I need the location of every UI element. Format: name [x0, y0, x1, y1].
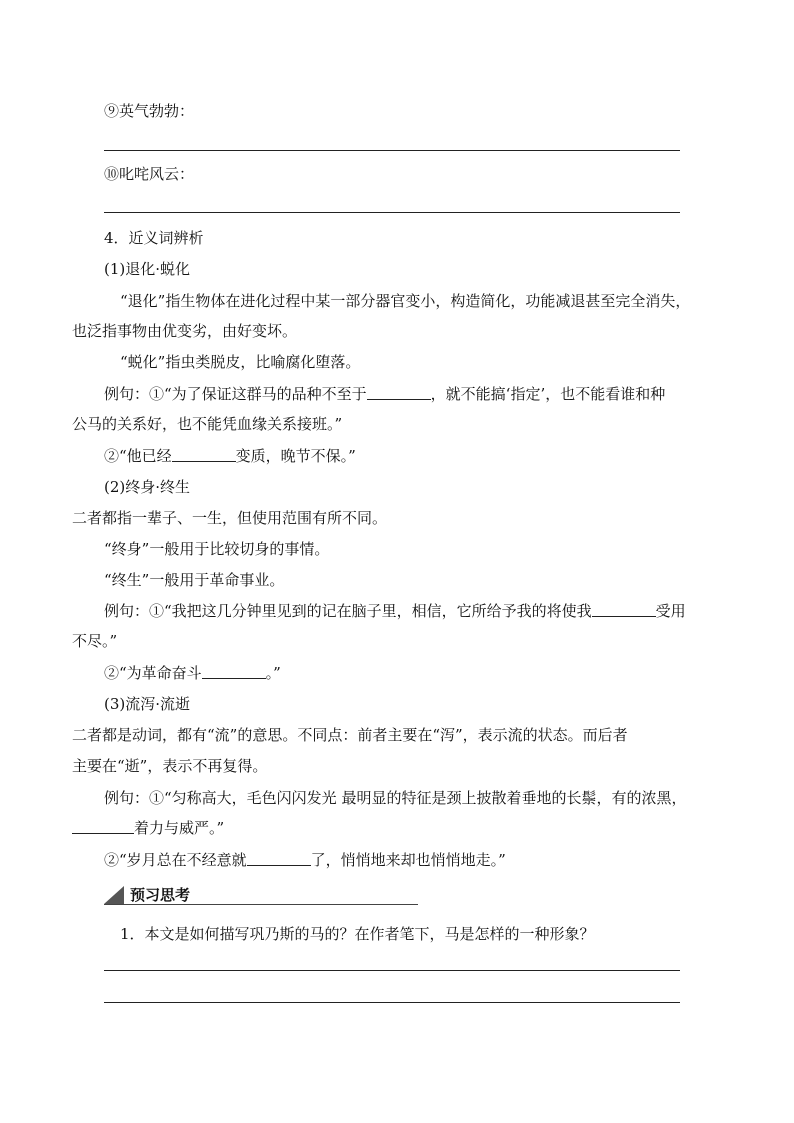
- subsection-2-heading: (2)终身·终生: [104, 478, 191, 496]
- example-2-1-cont: 不尽。”: [72, 632, 118, 650]
- example-text: ②“为革命奋斗: [104, 664, 202, 682]
- answer-line-q1-b[interactable]: [104, 1002, 680, 1003]
- example-1-1-cont: 公马的关系好，也不能凭血缘关系接班。”: [72, 415, 343, 433]
- example-text: 受用: [655, 602, 686, 620]
- example-1-1: [104, 384, 665, 404]
- example-text: 变质，晚节不保。”: [235, 447, 356, 465]
- fill-blank[interactable]: [592, 602, 656, 617]
- example-text: 例句：①“我把这几分钟里见到的记在脑子里，相信，它所给予我的将使我: [104, 602, 592, 620]
- section-4-title: 4．近义词辨析: [104, 229, 204, 247]
- definition-zhongsheng: “终生”一般用于革命事业。: [104, 571, 285, 589]
- common-meaning-3: 二者都是动词，都有“流”的意思。不同点：前者主要在“泻”，表示流的状态。而后者: [72, 726, 628, 744]
- corner-triangle-icon: [104, 886, 124, 904]
- example-text: 。”: [265, 664, 281, 682]
- subsection-1-heading: (1)退化·蜕化: [104, 260, 191, 278]
- example-3-1-cont: [72, 818, 224, 838]
- header-underline: [104, 904, 418, 905]
- example-2-1: [104, 601, 686, 621]
- item-10-label: ⑩叱咤风云：: [104, 165, 195, 183]
- example-text: 着力与威严。”: [134, 819, 225, 837]
- definition-tuihua-cont: 也泛指事物由优变劣，由好变坏。: [72, 322, 298, 340]
- fill-blank[interactable]: [172, 447, 236, 462]
- fill-blank[interactable]: [72, 819, 134, 834]
- definition-zhongshen: “终身”一般用于比较切身的事情。: [104, 540, 330, 558]
- fill-blank[interactable]: [367, 385, 431, 400]
- example-text: ，就不能搞‘指定’，也不能看谁和种: [430, 385, 666, 403]
- preview-header-label: 预习思考: [130, 886, 191, 904]
- example-text: ②“岁月总在不经意就: [104, 851, 247, 869]
- answer-line-9[interactable]: [104, 150, 680, 151]
- answer-line-10[interactable]: [104, 212, 680, 213]
- answer-line-q1-a[interactable]: [104, 970, 680, 971]
- question-1: 1．本文是如何描写巩乃斯的马的？在作者笔下，马是怎样的一种形象？: [120, 925, 595, 943]
- item-9-label: ⑨英气勃勃：: [104, 102, 195, 120]
- preview-section-header: [104, 884, 418, 910]
- example-3-1: 例句：①“匀称高大，毛色闪闪发光 最明显的特征是颈上披散着垂地的长鬃，有的浓黑，: [104, 789, 687, 807]
- example-text: ②“他已经: [104, 447, 172, 465]
- fill-blank[interactable]: [247, 851, 311, 866]
- definition-tuihua: “退化”指生物体在进化过程中某一部分器官变小，构造简化，功能减退甚至完全消失，: [120, 292, 691, 310]
- fill-blank[interactable]: [202, 664, 266, 679]
- example-text: 例句：①“为了保证这群马的品种不至于: [104, 385, 367, 403]
- example-3-2: [104, 850, 506, 870]
- definition-tuihua2: “蜕化”指虫类脱皮，比喻腐化堕落。: [120, 353, 361, 371]
- example-1-2: [104, 446, 356, 466]
- example-text: 了，悄悄地来却也悄悄地走。”: [310, 851, 506, 869]
- common-meaning-2: 二者都指一辈子、一生，但使用范围有所不同。: [72, 509, 388, 527]
- subsection-3-heading: (3)流泻·流逝: [104, 695, 191, 713]
- common-meaning-3-cont: 主要在“逝”，表示不再复得。: [72, 757, 268, 775]
- example-2-2: [104, 663, 281, 683]
